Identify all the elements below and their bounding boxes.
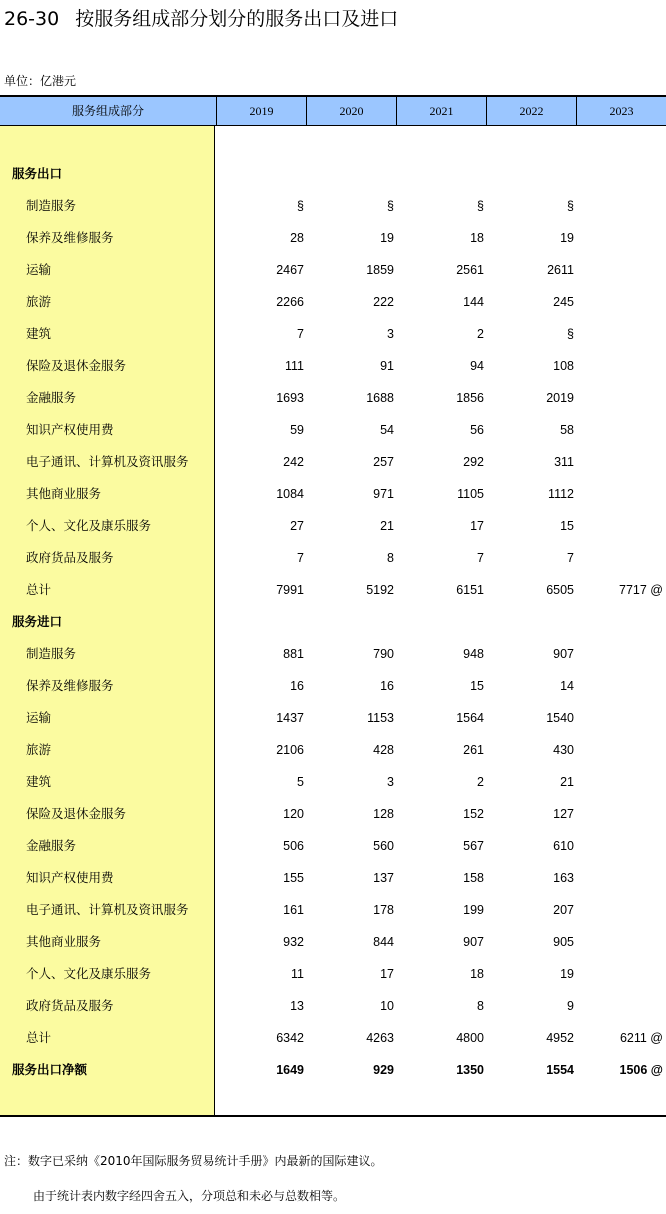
cell-2023 (583, 926, 663, 958)
row-label: 其他商业服务 (26, 934, 102, 949)
row-label: 运输 (26, 710, 52, 725)
table-row (0, 318, 666, 350)
cell-2020: 10 (380, 999, 394, 1013)
row-label: 保养及维修服务 (26, 230, 114, 245)
row-label: 建筑 (26, 774, 52, 789)
table-row (0, 894, 666, 926)
cell-2019: 5 (297, 775, 304, 789)
cell-2020: 54 (380, 423, 394, 437)
cell-2019: 13 (290, 999, 304, 1013)
cell-2021: 158 (463, 871, 484, 885)
cell-2020: 16 (380, 679, 394, 693)
table-row (0, 830, 666, 862)
note-2: 由于统计表内数字经四舍五入，分项总和未必与总数相等。 (33, 1189, 346, 1203)
cell-2022: 2611 (547, 263, 574, 277)
row-label: 服务出口净额 (12, 1062, 88, 1077)
cell-2020: 971 (373, 487, 394, 501)
table-header (0, 97, 666, 126)
cell-2023: 6211 @ (619, 1031, 663, 1045)
cell-2023 (583, 990, 663, 1022)
row-label: 金融服务 (26, 390, 77, 405)
cell-2019: 111 (284, 359, 304, 373)
cell-2019: 1084 (276, 487, 304, 501)
cell-2022: 108 (553, 359, 574, 373)
cell-2020: 19 (380, 231, 394, 245)
cell-2020: 929 (373, 1063, 394, 1077)
cell-2023 (583, 158, 663, 190)
row-label: 政府货品及服务 (26, 550, 114, 565)
cell-2019 (224, 606, 304, 638)
cell-2023 (583, 318, 663, 350)
table-row (0, 1022, 666, 1054)
cell-2022: 1112 (548, 487, 574, 501)
cell-2023 (583, 446, 663, 478)
cell-2022: 905 (553, 935, 574, 949)
cell-2019: 7 (297, 551, 304, 565)
cell-2019: 1437 (276, 711, 304, 725)
cell-2023 (583, 606, 663, 638)
cell-2021: 17 (470, 519, 484, 533)
cell-2022: 7 (567, 551, 574, 565)
cell-2021: 18 (470, 967, 484, 981)
cell-2022: § (567, 327, 574, 341)
cell-2021: 1350 (456, 1063, 484, 1077)
cell-2023 (583, 894, 663, 926)
cell-2019: 506 (283, 839, 304, 853)
cell-2021: 7 (477, 551, 484, 565)
table-row (0, 414, 666, 446)
header-year-2022: 2022 (486, 97, 576, 125)
cell-2023 (583, 478, 663, 510)
cell-2023 (583, 670, 663, 702)
section-row (0, 606, 666, 638)
table-row (0, 478, 666, 510)
table-row (0, 542, 666, 574)
row-label: 旅游 (26, 742, 52, 757)
cell-2020: 257 (373, 455, 394, 469)
cell-2023 (583, 542, 663, 574)
table-row (0, 254, 666, 286)
cell-2021: 292 (463, 455, 484, 469)
cell-2023 (583, 862, 663, 894)
header-year-2019: 2019 (216, 97, 306, 125)
table-body (0, 158, 666, 1086)
cell-2022: 430 (553, 743, 574, 757)
cell-2022: 15 (560, 519, 574, 533)
table-row (0, 446, 666, 478)
cell-2021 (404, 606, 484, 638)
cell-2023 (583, 766, 663, 798)
cell-2021: 199 (463, 903, 484, 917)
cell-2019: 161 (283, 903, 304, 917)
cell-2023 (583, 286, 663, 318)
row-label: 其他商业服务 (26, 486, 102, 501)
cell-2021: 8 (477, 999, 484, 1013)
cell-2019: 1649 (276, 1063, 304, 1077)
cell-2021: 56 (470, 423, 484, 437)
cell-2019: 28 (290, 231, 304, 245)
cell-2020: 3 (387, 775, 394, 789)
cell-2022: 127 (553, 807, 574, 821)
cell-2020: 790 (373, 647, 394, 661)
cell-2022: 58 (560, 423, 574, 437)
cell-2023 (583, 638, 663, 670)
cell-2019: 7 (297, 327, 304, 341)
cell-2020: 428 (373, 743, 394, 757)
cell-2022: 1540 (546, 711, 574, 725)
cell-2023 (583, 830, 663, 862)
cell-2020: 222 (373, 295, 394, 309)
row-label: 服务进口 (12, 614, 63, 629)
table-bottom-rule (0, 1115, 666, 1117)
row-label: 电子通讯、计算机及资讯服务 (26, 454, 189, 469)
table-row (0, 510, 666, 542)
cell-2019: 2106 (276, 743, 304, 757)
cell-2023: 7717 @ (619, 583, 663, 597)
cell-2021: 948 (463, 647, 484, 661)
cell-2022: 907 (553, 647, 574, 661)
cell-2019: 1693 (276, 391, 304, 405)
row-label: 服务出口 (12, 166, 63, 181)
header-year-2020: 2020 (306, 97, 396, 125)
cell-2020 (314, 158, 394, 190)
cell-2019: 59 (290, 423, 304, 437)
cell-2021: 2 (477, 775, 484, 789)
cell-2022: 9 (567, 999, 574, 1013)
cell-2020: 1859 (366, 263, 394, 277)
cell-2021: 18 (470, 231, 484, 245)
row-label: 保险及退休金服务 (26, 358, 127, 373)
cell-2023 (583, 222, 663, 254)
cell-2021: 6151 (456, 583, 484, 597)
table-row (0, 222, 666, 254)
cell-2022: 207 (553, 903, 574, 917)
cell-2020 (314, 606, 394, 638)
cell-2022: 311 (554, 455, 574, 469)
cell-2022: 19 (560, 967, 574, 981)
page-title (4, 6, 398, 32)
cell-2021: 4800 (456, 1031, 484, 1045)
cell-2020: 560 (373, 839, 394, 853)
cell-2019: 6342 (276, 1031, 304, 1045)
cell-2023: 1506 @ (619, 1063, 663, 1077)
cell-2022: 1554 (546, 1063, 574, 1077)
row-label: 运输 (26, 262, 52, 277)
cell-2019: 2266 (276, 295, 304, 309)
row-label: 知识产权使用费 (26, 422, 114, 437)
row-label: 知识产权使用费 (26, 870, 114, 885)
cell-2020: 17 (380, 967, 394, 981)
row-label: 个人、文化及康乐服务 (26, 966, 152, 981)
cell-2020: 128 (373, 807, 394, 821)
row-label: 电子通讯、计算机及资讯服务 (26, 902, 189, 917)
cell-2019: 242 (283, 455, 304, 469)
table-number: 26-30 (4, 8, 60, 30)
cell-2023 (583, 190, 663, 222)
cell-2022: 6505 (546, 583, 574, 597)
table-row (0, 670, 666, 702)
cell-2022 (494, 158, 574, 190)
table-row (0, 638, 666, 670)
section-row (0, 158, 666, 190)
cell-2022: 2019 (546, 391, 574, 405)
note-1: 注：数字已采纳《2010年国际服务贸易统计手册》内最新的国际建议。 (4, 1154, 383, 1168)
cell-2021: 152 (463, 807, 484, 821)
table-row (0, 702, 666, 734)
cell-2021: 567 (463, 839, 484, 853)
cell-2019 (224, 158, 304, 190)
table-title: 按服务组成部分划分的服务出口及进口 (75, 8, 399, 30)
cell-2022: § (567, 199, 574, 213)
cell-2020: 8 (387, 551, 394, 565)
cell-2021: § (477, 199, 484, 213)
row-label: 总计 (26, 1030, 52, 1045)
cell-2020: § (387, 199, 394, 213)
cell-2019: 2467 (276, 263, 304, 277)
data-table (0, 95, 666, 1117)
cell-2021: 261 (463, 743, 484, 757)
cell-2022: 14 (560, 679, 574, 693)
cell-2022: 245 (553, 295, 574, 309)
cell-2023 (583, 798, 663, 830)
row-label: 制造服务 (26, 646, 77, 661)
row-label: 制造服务 (26, 198, 77, 213)
cell-2022 (494, 606, 574, 638)
cell-2020: 1688 (366, 391, 394, 405)
row-label: 政府货品及服务 (26, 998, 114, 1013)
table-row (0, 862, 666, 894)
cell-2023 (583, 382, 663, 414)
table-row (0, 190, 666, 222)
cell-2021: 15 (470, 679, 484, 693)
cell-2022: 4952 (546, 1031, 574, 1045)
table-row (0, 926, 666, 958)
header-component: 服务组成部分 (71, 104, 144, 118)
table-row (0, 990, 666, 1022)
cell-2020: 4263 (366, 1031, 394, 1045)
row-label: 个人、文化及康乐服务 (26, 518, 152, 533)
table-row (0, 958, 666, 990)
cell-2023 (583, 350, 663, 382)
header-year-2021: 2021 (396, 97, 486, 125)
table-row (0, 798, 666, 830)
cell-2019: 155 (283, 871, 304, 885)
cell-2023 (583, 414, 663, 446)
cell-2019: 120 (283, 807, 304, 821)
cell-2023 (583, 958, 663, 990)
cell-2019: 7991 (276, 583, 304, 597)
cell-2021: 907 (463, 935, 484, 949)
cell-2019: 11 (291, 967, 304, 981)
cell-2021: 1105 (457, 487, 484, 501)
cell-2023 (583, 734, 663, 766)
cell-2020: 178 (373, 903, 394, 917)
cell-2022: 19 (560, 231, 574, 245)
row-label: 总计 (26, 582, 52, 597)
cell-2020: 3 (387, 327, 394, 341)
cell-2019: 881 (283, 647, 304, 661)
header-year-2023: 2023 (576, 97, 666, 125)
cell-2021: 1856 (456, 391, 484, 405)
cell-2019: 27 (290, 519, 304, 533)
cell-2023 (583, 702, 663, 734)
cell-2020: 844 (373, 935, 394, 949)
cell-2020: 137 (373, 871, 394, 885)
cell-2023 (583, 254, 663, 286)
cell-2021: 2 (477, 327, 484, 341)
cell-2022: 21 (560, 775, 574, 789)
cell-2020: 1153 (367, 711, 394, 725)
cell-2021: 94 (470, 359, 484, 373)
cell-2019: 16 (290, 679, 304, 693)
table-row (0, 350, 666, 382)
row-label: 金融服务 (26, 838, 77, 853)
table-row (0, 574, 666, 606)
cell-2019: § (297, 199, 304, 213)
cell-2021: 1564 (456, 711, 484, 725)
row-label: 保养及维修服务 (26, 678, 114, 693)
cell-2021 (404, 158, 484, 190)
cell-2020: 5192 (366, 583, 394, 597)
table-row (0, 286, 666, 318)
row-label: 旅游 (26, 294, 52, 309)
table-row (0, 382, 666, 414)
cell-2022: 163 (553, 871, 574, 885)
unit-label: 单位：亿港元 (4, 74, 77, 88)
cell-2022: 610 (553, 839, 574, 853)
cell-2021: 144 (463, 295, 484, 309)
cell-2023 (583, 510, 663, 542)
cell-2019: 932 (283, 935, 304, 949)
cell-2021: 2561 (456, 263, 484, 277)
row-label: 建筑 (26, 326, 52, 341)
row-label: 保险及退休金服务 (26, 806, 127, 821)
table-row (0, 734, 666, 766)
cell-2020: 91 (380, 359, 394, 373)
section-row (0, 1054, 666, 1086)
table-row (0, 766, 666, 798)
cell-2020: 21 (380, 519, 394, 533)
